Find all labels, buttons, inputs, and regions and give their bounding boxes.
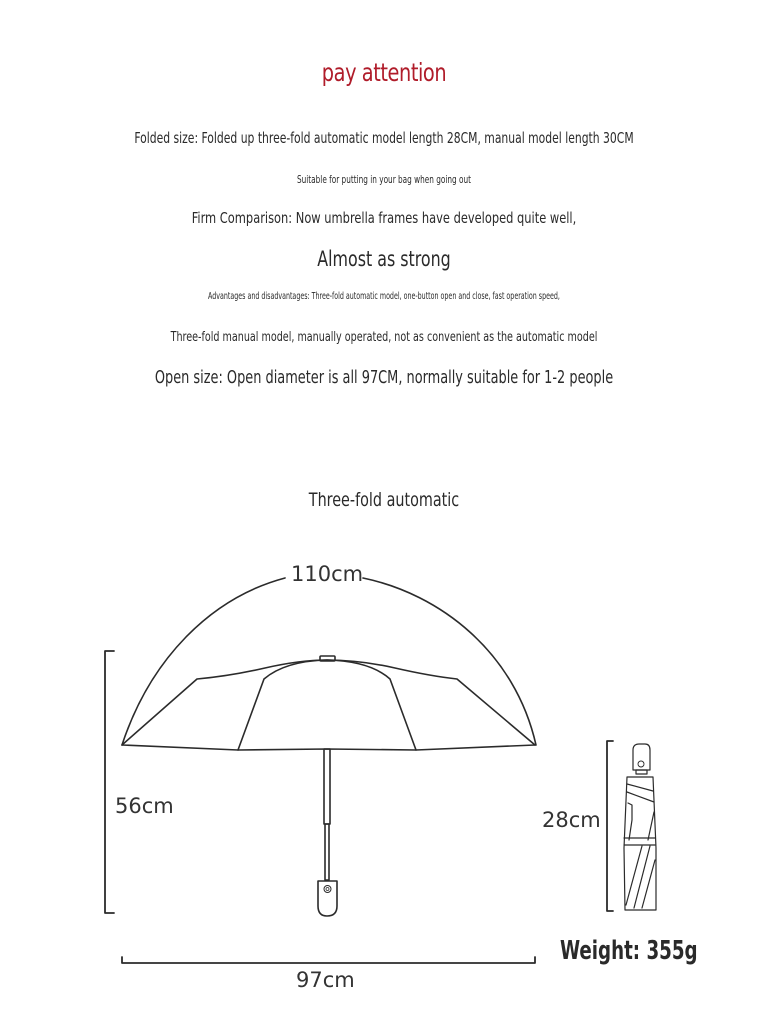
firm-comparison-text: Firm Comparison: Now umbrella frames have developed quite well,: [191, 209, 577, 227]
umbrella-shaft-upper: [324, 749, 330, 824]
suitable-text: Suitable for putting in your bag when going out: [296, 173, 472, 186]
height-label: 56cm: [115, 794, 174, 818]
umbrella-shaft-lower: [325, 824, 329, 880]
button-icon: [324, 886, 331, 893]
weight-label: Weight: 355g: [560, 936, 698, 966]
folded-length-label: 28cm: [542, 808, 601, 832]
manual-model-text: Three-fold manual model, manually operated, not as convenient as the automatic model: [170, 330, 598, 345]
folded-size-text: Folded size: Folded up three-fold automatic model length 28CM, manual model length 30CM: [134, 129, 634, 147]
umbrella-handle: [318, 881, 337, 916]
folded-length-bracket: [607, 741, 613, 911]
page-title: pay attention: [321, 58, 447, 87]
arc-length-label: 110cm: [291, 562, 364, 586]
diameter-label: 97cm: [296, 968, 355, 992]
diameter-dimension-bracket: [122, 957, 535, 963]
open-size-text: Open size: Open diameter is all 97CM, normally suitable for 1-2 people: [154, 368, 614, 388]
umbrella-canopy: [122, 660, 535, 745]
arc-dimension-line: [122, 578, 285, 745]
advantages-text: Advantages and disadvantages: Three-fold automatic model, one-button open and close, fast operation speed,: [208, 291, 560, 302]
almost-strong-text: Almost as strong: [317, 247, 451, 271]
diagram-subtitle: Three-fold automatic: [308, 489, 460, 511]
umbrella-canopy-inner: [238, 660, 416, 750]
arc-dimension-line-right: [363, 578, 536, 745]
folded-umbrella: [624, 744, 656, 910]
height-dimension-bracket: [105, 651, 114, 913]
umbrella-tip: [320, 656, 335, 661]
